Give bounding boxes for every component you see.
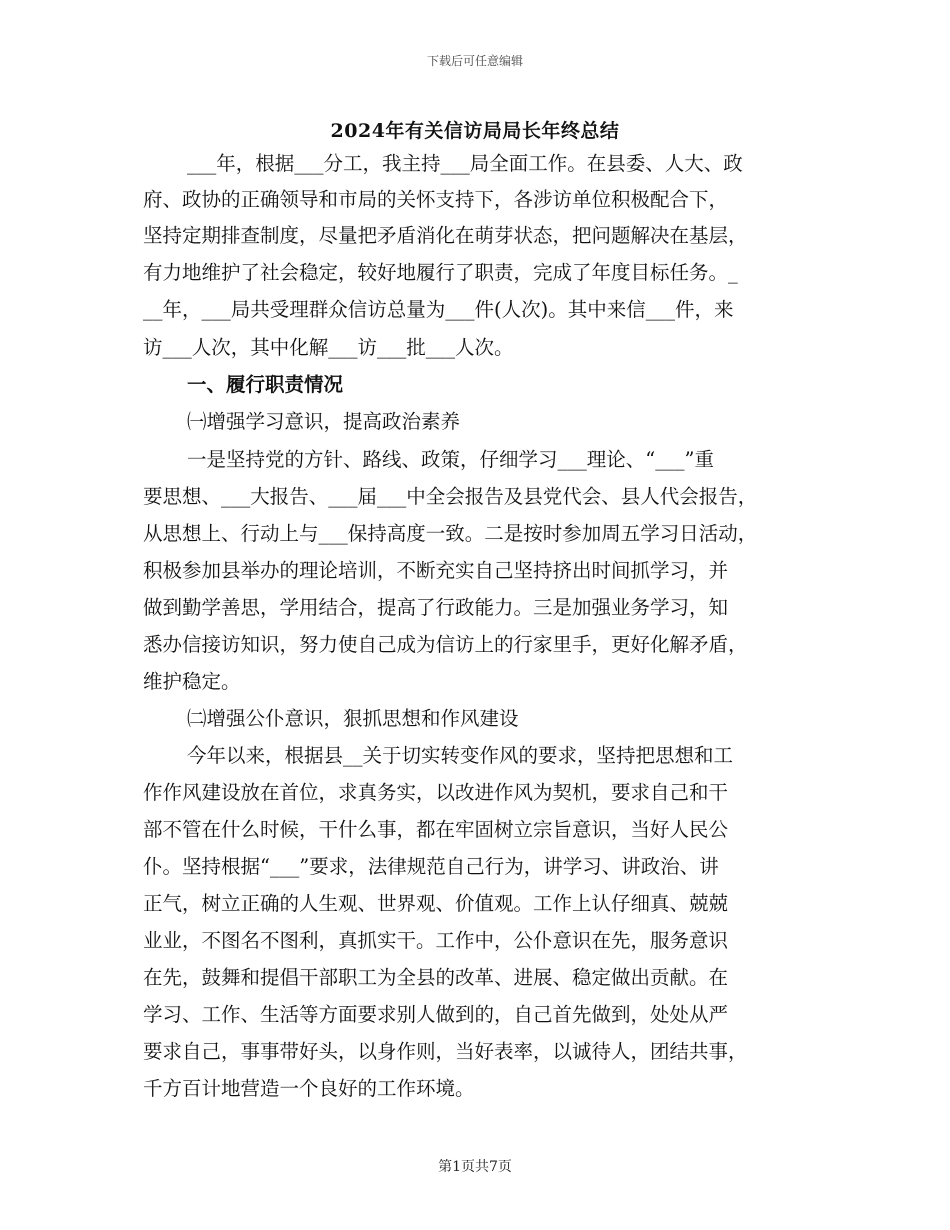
body-line: 访___人次，其中化解___访___批___人次。 (143, 336, 514, 359)
body-line: 坚持定期排查制度，尽量把矛盾消化在萌芽状态，把问题解决在基层， (143, 224, 748, 247)
body-line: 积极参加县举办的理论培训，不断充实自己坚持挤出时间抓学习，并 (143, 559, 729, 582)
header-note: 下载后可任意编辑 (426, 54, 523, 68)
body-line: 维护稳定。 (143, 670, 241, 693)
body-line: 学习、工作、生活等方面要求别人做到的，自己首先做到，处处从严 (143, 1003, 729, 1026)
body-line: 正气，树立正确的人生观、世界观、价值观。工作上认仔细真、兢兢 (143, 892, 729, 915)
body-line: 千方百计地营造一个良好的工作环境。 (143, 1077, 475, 1100)
body-line: 悉办信接访知识，努力使自己成为信访上的行家里手，更好化解矛盾， (143, 633, 748, 656)
body-line: 作作风建设放在首位，求真务实，以改进作风为契机，要求自己和干 (143, 781, 729, 804)
body-line: 仆。坚持根据“___”要求，法律规范自己行为，讲学习、讲政治、讲 (143, 855, 719, 878)
body-line: 做到勤学善思，学用结合，提高了行政能力。三是加强业务学习，知 (143, 596, 729, 619)
subsection-heading: ㈡增强公仆意识，狠抓思想和作风建设 (187, 707, 519, 730)
body-line: 部不管在什么时候，干什么事，都在牢固树立宗旨意识，当好人民公 (143, 818, 729, 841)
page-footer: 第1页共7页 (438, 1159, 512, 1175)
body-line: 从思想上、行动上与___保持高度一致。二是按时参加周五学习日活动， (143, 522, 758, 545)
body-line: 在先，鼓舞和提倡干部职工为全县的改革、进展、稳定做出贡献。在 (143, 966, 729, 989)
body-line: 今年以来，根据县__关于切实转变作风的要求，坚持把思想和工 (187, 744, 734, 767)
body-line: ___年，根据___分工，我主持___局全面工作。在县委、人大、政 (187, 152, 743, 175)
body-line: 有力地维护了社会稳定，较好地履行了职责，完成了年度目标任务。_ (143, 261, 738, 284)
body-line: 府、政协的正确领导和市局的关怀支持下，各涉访单位积极配合下， (143, 188, 729, 211)
subsection-heading: ㈠增强学习意识，提高政治素养 (187, 410, 461, 433)
body-line: __年，___局共受理群众信访总量为___件(人次)。其中来信___件，来 (143, 298, 734, 321)
body-line: 一是坚持党的方针、路线、政策，仔细学习___理论、“___”重 (187, 448, 714, 471)
body-line: 要思想、___大报告、___届___中全会报告及县党代会、县人代会报告， (143, 485, 758, 508)
body-line: 业业，不图名不图利，真抓实干。工作中，公仆意识在先，服务意识 (143, 929, 729, 952)
body-line: 要求自己，事事带好头，以身作则，当好表率，以诚待人，团结共事， (143, 1040, 748, 1063)
section-heading: 一、履行职责情况 (187, 373, 344, 396)
document-title: 2024年有关信访局局长年终总结 (330, 120, 620, 142)
